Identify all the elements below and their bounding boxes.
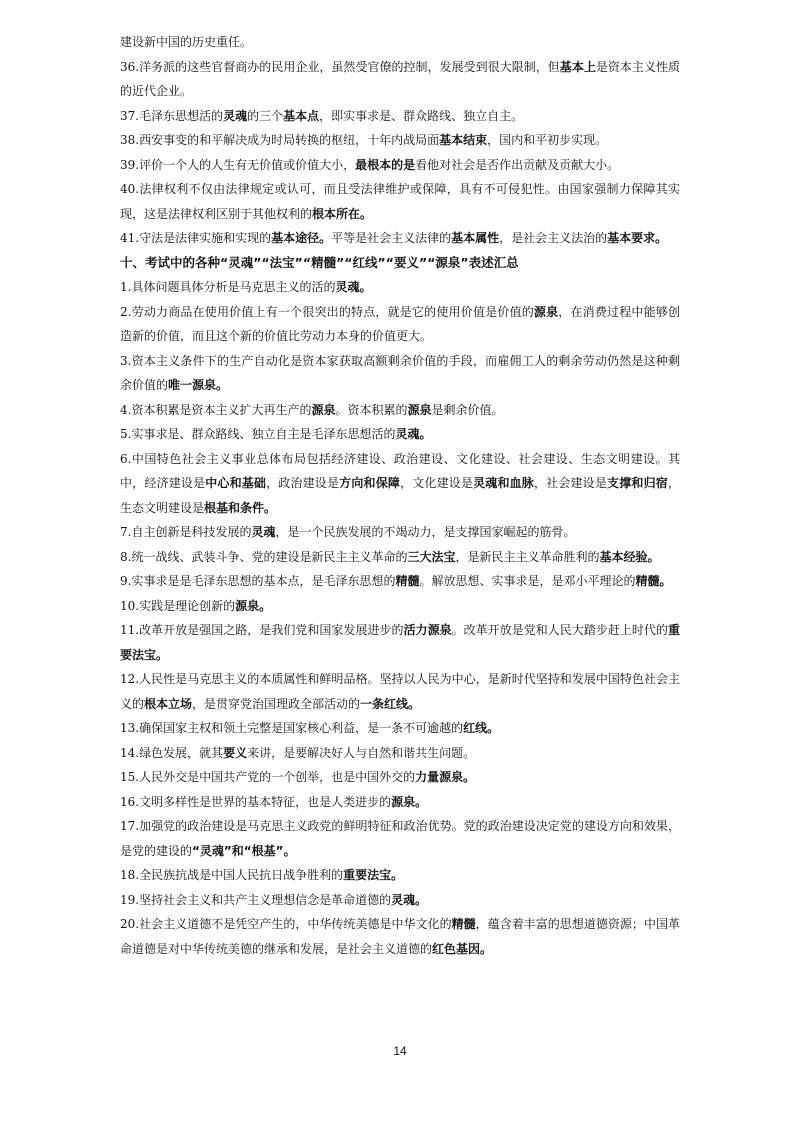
text-segment: 8.统一战线、武装斗争、党的建设是新民主主义革命的 [120, 549, 408, 564]
bold-text: 最根本的是 [355, 157, 416, 172]
text-segment: 17.加强党的政治建设是马克思主义政党的鲜明特征和政治优势。党的政治建设决定党的建设方向和效果，是党的建设的 [120, 819, 680, 858]
text-segment: 14.绿色发展，就其 [120, 745, 224, 760]
text-segment: ，是一个民族发展的不竭动力，是支撑国家崛起的筋骨。 [275, 525, 576, 539]
list-item-paragraph [120, 618, 680, 667]
text-segment: ，是新民主主义革命胜利的 [455, 549, 600, 564]
bold-text: 重要法宝。 [120, 623, 680, 662]
list-item-paragraph [120, 177, 680, 226]
text-segment: 15.人民外交是中国共产党的一个创举，也是中国外交的 [120, 770, 416, 784]
bold-text: 红色基因。 [432, 941, 493, 956]
text-segment: 是剩余价值。 [431, 402, 504, 417]
list-item-paragraph [120, 741, 680, 766]
text-segment: 6.中国特色社会主义事业总体布局包括经济建设、政治建设、文化建设、社会建设、生态文明建设。其中，经济建设是 [120, 451, 680, 490]
text-segment: 平等是社会主义法律的 [331, 231, 452, 245]
text-segment: 10.实践是理论创新的 [120, 598, 236, 613]
bold-text: 源泉 [311, 402, 336, 417]
list-item-paragraph [120, 569, 680, 594]
bold-text: 灵魂 [251, 525, 276, 539]
bold-text: 力量源泉。 [415, 770, 476, 784]
text-segment: 13.确保国家主权和领土完整是国家核心利益，是一条不可逾越的 [120, 721, 464, 735]
bold-text: 支撑和归宿 [607, 476, 668, 490]
text-segment: ，在消费过程中能够创造新的价值，而且这个新的价值比劳动力本身的价值更大。 [120, 304, 680, 343]
bold-text: 十、考试中的各种“灵魂”“法宝”“精髓”“红线”“要义”“源泉”表述汇总 [120, 254, 519, 270]
text-segment: 。资本积累的 [335, 402, 408, 417]
list-item-paragraph [120, 814, 680, 863]
bold-text: 唯一源泉。 [168, 378, 229, 392]
bold-text: 基本要求。 [607, 231, 668, 245]
bold-text: 基本途径。 [271, 231, 332, 245]
bold-text: 一条红线。 [360, 696, 421, 711]
list-item-paragraph [120, 447, 680, 521]
document-body [120, 30, 680, 961]
text-segment: 5.实事求是、群众路线、独立自主是毛泽东思想活的 [120, 427, 396, 441]
list-item-paragraph [120, 888, 680, 913]
bold-text: 基本属性 [451, 231, 500, 245]
list-item-paragraph [120, 398, 680, 423]
text-segment: ，蕴含着丰富的思想道德资源；中国革命道德是对中华传统美德的继承和发展，是社会主义道德的 [120, 917, 680, 956]
bold-text: 根基和条件。 [204, 500, 277, 515]
text-segment: 38.西安事变的和平解决成为时局转换的枢纽，十年内战局面 [120, 133, 440, 147]
list-item-paragraph [120, 226, 680, 251]
text-segment: 39.评价一个人的人生有无价值或价值大小， [120, 157, 356, 172]
text-segment: 的三个 [247, 108, 284, 123]
bold-text: 基本结束 [439, 133, 488, 147]
bold-text: 基本上 [559, 59, 596, 74]
text-segment: ，政治建设是 [266, 476, 340, 490]
bold-text: 根本立场 [144, 696, 193, 711]
bold-text: 精髓 [451, 917, 476, 931]
bold-text: 灵魂。 [335, 280, 372, 294]
list-item-paragraph [120, 912, 680, 961]
bold-text: 灵魂。 [391, 892, 428, 907]
text-segment: ，是贯穿党治国理政全部活动的 [192, 696, 361, 711]
text-segment: ，社会建设是 [533, 476, 608, 490]
bold-text: 要义 [223, 745, 248, 760]
list-item-paragraph [120, 594, 680, 619]
text-segment: 看他对社会是否作出贡献及贡献大小。 [415, 157, 620, 172]
text-segment: 建设新中国的历史重任。 [120, 35, 253, 49]
text-segment: 12.人民性是马克思主义的本质属性和鲜明品格。坚持以人民为中心，是新时代坚持和发展中国特色社会主义的 [120, 672, 680, 711]
list-item-paragraph [120, 716, 680, 741]
text-segment: ，是社会主义法治的 [499, 231, 608, 245]
list-item-paragraph [120, 545, 680, 570]
text-segment: 4.资本积累是资本主义扩大再生产的 [120, 402, 312, 417]
list-item-paragraph [120, 275, 680, 300]
page-number: 14 [393, 1044, 407, 1058]
text-segment: ，即实事求是、群众路线、独立自主。 [319, 108, 524, 123]
list-item-paragraph [120, 349, 680, 398]
list-item-paragraph [120, 300, 680, 349]
list-item-paragraph [120, 128, 680, 153]
bold-text: 活力源泉 [403, 623, 452, 637]
list-item-paragraph [120, 520, 680, 545]
bold-text: 精髓。 [635, 574, 672, 588]
bold-text: 根本所在。 [312, 206, 373, 221]
text-segment: 19.坚持社会主义和共产主义理想信念是革命道德的 [120, 892, 392, 907]
bold-text: 灵魂。 [395, 427, 432, 441]
text-segment: 1.具体问题具体分析是马克思主义的活的 [120, 280, 336, 294]
text-segment: 36.洋务派的这些官督商办的民用企业，虽然受官僚的控制，发展受到很大限制，但 [120, 59, 560, 74]
bold-text: 三大法宝 [407, 549, 456, 564]
list-item-paragraph [120, 55, 680, 104]
text-segment: 18.全民族抗战是中国人民抗日战争胜利的 [120, 868, 344, 882]
bold-text: 中心和基础 [205, 476, 267, 490]
bold-text: 源泉 [407, 402, 432, 417]
bold-text: 重要法宝。 [343, 868, 404, 882]
list-item-paragraph [120, 863, 680, 888]
bold-text: 灵魂和血脉 [473, 476, 534, 490]
text-segment: 。解放思想、实事求是，是邓小平理论的 [419, 574, 636, 588]
bold-text: 基本点 [283, 108, 320, 123]
text-segment: 。改革开放是党和人民大踏步赶上时代的 [451, 623, 668, 637]
text-segment: 3.资本主义条件下的生产自动化是资本家获取高额剩余价值的手段，而雇佣工人的剩余劳动仍然是这种剩余价值的 [120, 353, 680, 392]
bold-text: 精髓 [395, 574, 420, 588]
text-segment: 11.改革开放是强国之路，是我们党和国家发展进步的 [120, 623, 404, 637]
list-item-paragraph [120, 765, 680, 790]
text-segment: 16.文明多样性是世界的基本特征，也是人类进步的 [120, 794, 392, 809]
text-segment: 41.守法是法律实施和实现的 [120, 231, 272, 245]
bold-text: 红线。 [463, 721, 500, 735]
text-segment: 7.自主创新是科技发展的 [120, 525, 252, 539]
text-segment: 是资本主义性质的近代企业。 [120, 59, 680, 98]
text-segment: ，国内和平初步实现。 [487, 133, 608, 147]
bold-text: 灵魂 [223, 108, 248, 123]
text-segment: 来讲，是要解决好人与自然和谐共生问题。 [247, 745, 476, 760]
section-heading [120, 251, 680, 276]
bold-text: 方向和保障 [339, 476, 401, 490]
text-segment: 20.社会主义道德不是凭空产生的，中华传统美德是中华文化的 [120, 917, 452, 931]
list-item-paragraph [120, 30, 680, 55]
list-item-paragraph [120, 790, 680, 815]
bold-text: “灵魂”和“根基”。 [192, 843, 296, 858]
bold-text: 源泉。 [235, 598, 272, 613]
bold-text: 基本经验。 [599, 549, 660, 564]
text-segment: ，文化建设是 [400, 476, 474, 490]
list-item-paragraph [120, 667, 680, 716]
list-item-paragraph [120, 153, 680, 178]
list-item-paragraph [120, 104, 680, 129]
text-segment: 9.实事求是是毛泽东思想的基本点，是毛泽东思想的 [120, 574, 396, 588]
text-segment: ，生态文明建设是 [120, 476, 680, 515]
bold-text: 源泉。 [391, 794, 428, 809]
text-segment: 2.劳动力商品在使用价值上有一个很突出的特点，就是它的使用价值是价值的 [120, 304, 534, 319]
bold-text: 源泉 [533, 304, 559, 319]
list-item-paragraph [120, 422, 680, 447]
text-segment: 40.法律权利不仅由法律规定或认可，而且受法律维护或保障，具有不可侵犯性。由国家强制力保障其实现，这是法律权利区别于其他权利的 [120, 182, 680, 221]
text-segment: 37.毛泽东思想活的 [120, 108, 224, 123]
